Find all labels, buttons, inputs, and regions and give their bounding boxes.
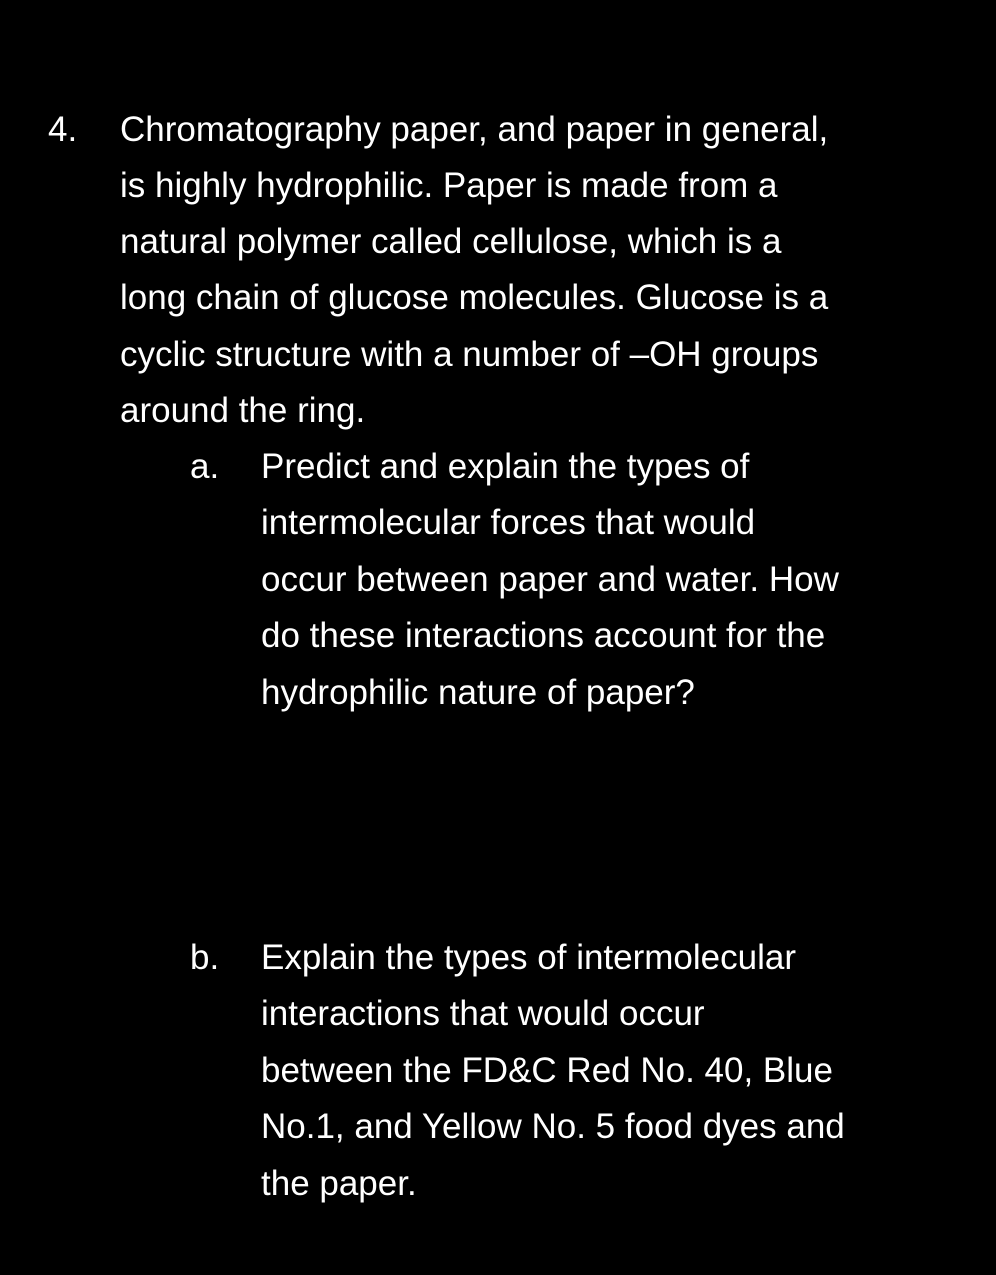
question-text-line: cyclic structure with a number of –OH groups xyxy=(120,335,819,374)
question-text-line: Chromatography paper, and paper in general, xyxy=(120,110,829,149)
question-text-line: long chain of glucose molecules. Glucose is a xyxy=(120,278,829,317)
part-a-text-line: do these interactions account for the xyxy=(261,616,826,655)
part-a-label: a. xyxy=(190,447,220,486)
part-b-text-line: the paper. xyxy=(261,1164,417,1203)
question-text-line: around the ring. xyxy=(120,391,366,430)
question-text-line: natural polymer called cellulose, which is a xyxy=(120,222,782,261)
part-a-text-line: intermolecular forces that would xyxy=(261,503,756,542)
part-b-label: b. xyxy=(190,938,220,977)
part-b-text-line: Explain the types of intermolecular xyxy=(261,938,796,977)
question-number: 4. xyxy=(48,110,78,149)
part-b-text-line: No.1, and Yellow No. 5 food dyes and xyxy=(261,1107,845,1146)
question-text-line: is highly hydrophilic. Paper is made from a xyxy=(120,166,778,205)
part-a-text-line: Predict and explain the types of xyxy=(261,447,750,486)
part-a-text-line: hydrophilic nature of paper? xyxy=(261,673,695,712)
part-b-text-line: interactions that would occur xyxy=(261,994,705,1033)
part-b-text-line: between the FD&C Red No. 40, Blue xyxy=(261,1051,833,1090)
part-a-text-line: occur between paper and water. How xyxy=(261,560,839,599)
